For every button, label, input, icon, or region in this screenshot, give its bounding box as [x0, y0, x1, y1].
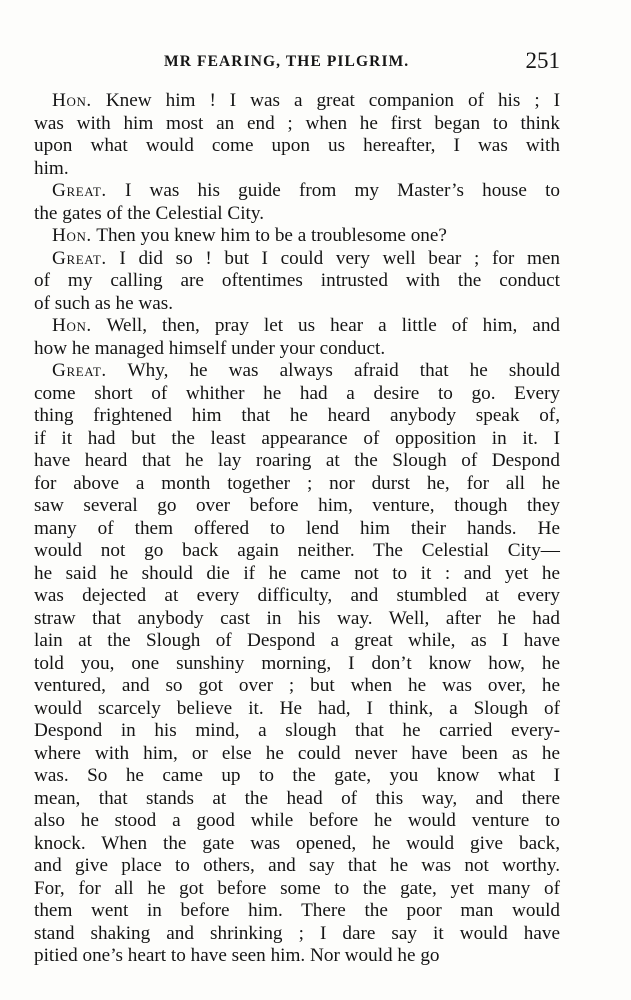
- line-text: was with him most an end ; when he first began to think: [34, 112, 560, 134]
- text-line: [34, 608, 560, 631]
- line-text: if it had but the least appearance of opposition in it. I: [34, 427, 560, 449]
- text-line: [34, 630, 560, 653]
- text-line: [34, 585, 560, 608]
- speaker-label: Great.: [52, 360, 107, 381]
- text-line: [34, 653, 560, 676]
- text-line: [34, 810, 560, 833]
- speaker-label: Great.: [52, 247, 107, 269]
- text-line: [34, 293, 560, 316]
- line-text: he said he should die if he came not to it : and yet he: [34, 562, 560, 584]
- line-text: how he managed himself under your conduct.: [34, 337, 386, 359]
- text-line: [34, 495, 560, 518]
- line-text: and give place to others, and say that he was not worthy.: [34, 855, 560, 876]
- text-line: [34, 90, 560, 113]
- line-text: Well, then, pray let us hear a little of him, and: [106, 315, 561, 336]
- line-text: ventured, and so got over ; but when he was over, he: [34, 675, 560, 696]
- text-line: [34, 698, 560, 721]
- text-line: [34, 225, 560, 248]
- line-text: was. So he came up to the gate, you know what I: [34, 765, 560, 786]
- running-title: MR FEARING, THE PILGRIM.: [164, 53, 410, 70]
- speaker-label: Hon.: [52, 315, 92, 336]
- line-text: For, for all he got before some to the gate, yet many of: [34, 877, 560, 899]
- text-line: [34, 945, 560, 968]
- dialogue-text: [34, 90, 560, 968]
- line-text: have heard that he lay roaring at the Slough of Despond: [34, 450, 560, 471]
- text-line: [34, 833, 560, 856]
- text-line: [34, 743, 560, 766]
- line-text: stand shaking and shrinking ; I dare say it would have: [34, 922, 560, 944]
- text-line: [34, 540, 560, 563]
- text-line: [34, 720, 560, 743]
- line-text: of such as he was.: [34, 292, 174, 314]
- line-text: knock. When the gate was opened, he would give back,: [34, 832, 560, 854]
- text-line: [34, 878, 560, 901]
- text-line: [34, 450, 560, 473]
- text-line: [34, 135, 560, 158]
- line-text: many of them offered to lend him their hands. He: [34, 517, 560, 539]
- line-text: would scarcely believe it. He had, I think, a Slough of: [34, 697, 560, 719]
- line-text: also he stood a good while before he would venture to: [34, 810, 560, 831]
- running-head: [34, 48, 560, 78]
- text-line: [34, 113, 560, 136]
- line-text: I was his guide from my Master’s house to: [124, 180, 560, 201]
- line-text: was dejected at every difficulty, and stumbled at every: [34, 585, 560, 606]
- line-text: come short of whither he had a desire to go. Every: [34, 382, 560, 404]
- text-line: [34, 270, 560, 293]
- text-line: [34, 405, 560, 428]
- text-line: [34, 180, 560, 203]
- text-line: [34, 855, 560, 878]
- page-number: 251: [525, 48, 560, 73]
- text-line: [34, 765, 560, 788]
- text-line: [34, 158, 560, 181]
- speaker-label: Hon.: [52, 225, 92, 246]
- line-text: him.: [34, 157, 69, 179]
- line-text: straw that anybody cast in his way. Well, after he had: [34, 607, 560, 629]
- line-text: would not go back again neither. The Celestial City—: [34, 540, 560, 561]
- line-text: the gates of the Celestial City.: [34, 202, 265, 224]
- line-text: thing frightened him that he heard anybody speak of,: [34, 405, 560, 426]
- line-text: Despond in his mind, a slough that he carried every-: [34, 720, 560, 741]
- text-line: [34, 248, 560, 271]
- line-text: of my calling are oftentimes intrusted with the conduct: [34, 270, 560, 291]
- line-text: where with him, or else he could never have been as he: [34, 742, 560, 764]
- line-text: for above a month together ; nor durst he, for all he: [34, 472, 560, 494]
- line-text: pitied one’s heart to have seen him. Nor would he go: [34, 945, 440, 966]
- line-text: Then you knew him to be a troublesome one?: [96, 225, 447, 246]
- speaker-label: Great.: [52, 180, 107, 201]
- line-text: them went in before him. There the poor man would: [34, 900, 560, 921]
- text-line: [34, 900, 560, 923]
- text-line: [34, 428, 560, 451]
- text-line: [34, 788, 560, 811]
- line-text: Why, he was always afraid that he should: [127, 360, 561, 381]
- line-text: saw several go over before him, venture, though they: [34, 495, 560, 516]
- text-line: [34, 473, 560, 496]
- text-line: [34, 923, 560, 946]
- line-text: mean, that stands at the head of this way, and there: [34, 787, 560, 809]
- text-line: [34, 360, 560, 383]
- text-line: [34, 518, 560, 541]
- line-text: lain at the Slough of Despond a great while, as I have: [34, 630, 560, 651]
- speaker-label: Hon.: [52, 90, 92, 111]
- text-line: [34, 383, 560, 406]
- text-line: [34, 675, 560, 698]
- line-text: I did so ! but I could very well bear ; for men: [119, 247, 561, 269]
- text-line: [34, 563, 560, 586]
- text-line: [34, 338, 560, 361]
- line-text: Knew him ! I was a great companion of his ; I: [105, 90, 561, 111]
- line-text: upon what would come upon us hereafter, I was with: [34, 135, 560, 156]
- text-line: [34, 315, 560, 338]
- line-text: told you, one sunshiny morning, I don’t know how, he: [34, 652, 560, 674]
- text-line: [34, 203, 560, 226]
